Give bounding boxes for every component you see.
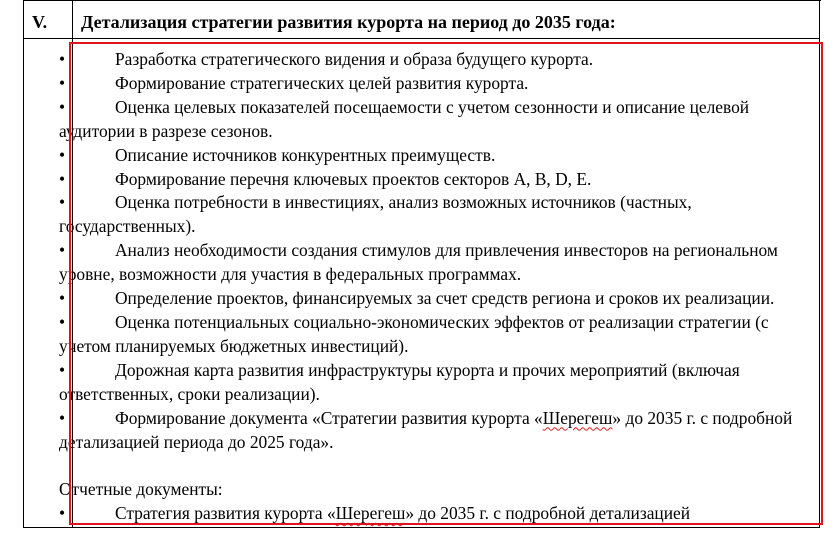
list-item-text: Формирование перечня ключевых проектов секторов А, B, D, E.	[115, 168, 592, 189]
list-item-text: Оценка потребности в инвестициях, анализ возможных источников (частных, государственных).	[59, 192, 692, 237]
spellcheck-word: Шерегеш	[542, 407, 613, 428]
list-item	[59, 287, 815, 311]
section-title: Детализация стратегии развития курорта на период до 2035 года:	[81, 12, 616, 32]
list-item-text: Оценка целевых показателей посещаемости с учетом сезонности и описание целевой аудитории в разрезе сезонов.	[59, 96, 750, 141]
bullet: •	[59, 359, 66, 380]
bullet: •	[59, 503, 66, 524]
list-item-text: Разработка стратегического видения и образа будущего курорта.	[115, 49, 594, 69]
list-item	[59, 311, 815, 359]
section-content	[59, 48, 815, 526]
list-item-text: Оценка потенциальных социально-экономических эффектов от реализации стратегии (с учетом планируемых бюджетных инвестиций).	[59, 311, 769, 356]
list-item	[59, 168, 815, 192]
list-item-text: Формирование стратегических целей развития курорта.	[115, 72, 529, 93]
list-item	[59, 72, 815, 96]
list-item-text: Дорожная карта развития инфраструктуры курорта и прочих мероприятий (включая ответственных, сроки реализации).	[59, 359, 740, 404]
list-item	[59, 239, 815, 287]
list-item-text: Формирование документа «Стратегии развития курорта «Шерегеш» до 2035 г. с подробной детализацией периода до 2025 года».	[59, 407, 793, 452]
list-item	[59, 191, 815, 239]
paragraph-spacer	[59, 454, 815, 478]
spellcheck-word: Шерегеш	[335, 503, 406, 524]
list-item-text: Описание источников конкурентных преимуществ.	[115, 144, 496, 165]
list-item-text: Анализ необходимости создания стимулов для привлечения инвесторов на региональном уровне, возможности для участия в федеральных программах.	[59, 240, 778, 285]
bullet: •	[59, 407, 66, 428]
bullet: •	[59, 311, 66, 332]
bullet: •	[59, 240, 66, 261]
section-title-cell	[73, 0, 820, 39]
bullet: •	[59, 49, 66, 69]
list-item	[59, 502, 815, 526]
list-item	[59, 359, 815, 407]
list-item-text: Определение проектов, финансируемых за счет средств региона и сроков их реализации.	[115, 288, 775, 309]
bullet: •	[59, 168, 66, 189]
bullet: •	[59, 96, 66, 117]
table-header-row	[24, 0, 820, 39]
list-item	[59, 144, 815, 168]
bullet: •	[59, 288, 66, 309]
reports-label: Отчетные документы:	[59, 479, 223, 500]
list-item	[59, 96, 815, 144]
bullet: •	[59, 72, 66, 93]
bullet: •	[59, 144, 66, 165]
list-item	[59, 48, 815, 72]
list-item-text: Стратегия развития курорта «Шерегеш» до 2035 г. с подробной детализацией	[115, 503, 691, 524]
section-number-cell	[24, 0, 73, 39]
bullet: •	[59, 192, 66, 213]
list-item	[59, 407, 815, 455]
section-number: V.	[32, 12, 48, 32]
